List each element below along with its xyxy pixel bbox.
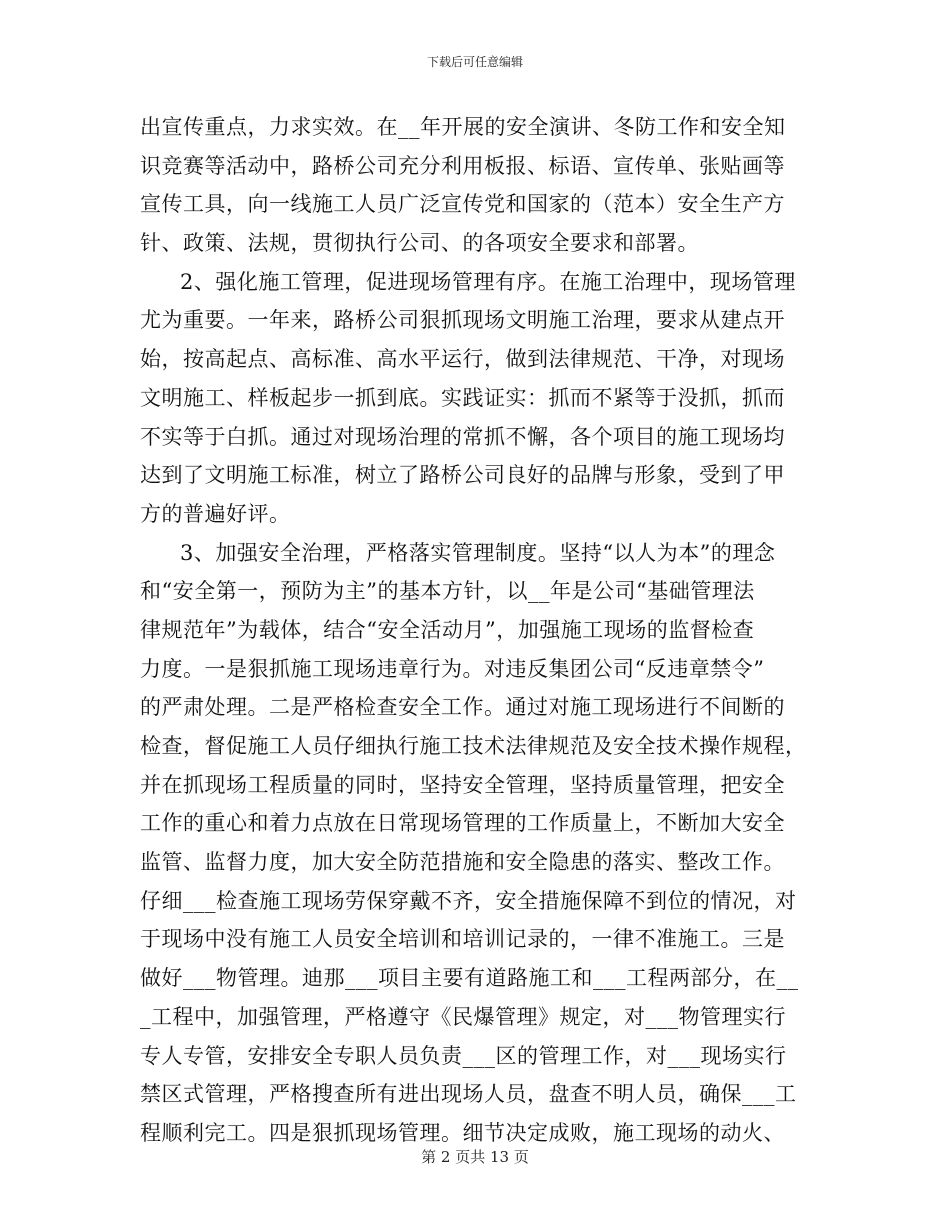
text-line: 达到了文明施工标准，树立了路桥公司良好的品牌与形象，受到了甲	[140, 463, 785, 488]
text-line: 不实等于白抓。通过对现场治理的常抓不懈，各个项目的施工现场均	[140, 424, 785, 449]
document-body	[140, 108, 820, 1153]
text-line: 的严肃处理。二是严格检查安全工作。通过对施工现场进行不间断的	[140, 695, 785, 720]
paragraph-start-line: 2、强化施工管理，促进现场管理有序。在施工治理中，现场管理	[180, 269, 796, 294]
text-line: 禁区式管理，严格搜查所有进出现场人员，盘查不明人员，确保___工	[140, 1082, 797, 1107]
text-line: 于现场中没有施工人员安全培训和培训记录的，一律不准施工。三是	[140, 927, 785, 952]
text-line: 和“安全第一，预防为主”的基本方针，以__年是公司“基础管理法	[140, 579, 755, 604]
text-line: 识竞赛等活动中，路桥公司充分利用板报、标语、宣传单、张贴画等	[140, 153, 785, 178]
page-number-footer: 第 2 页共 13 页	[421, 1148, 529, 1166]
text-line: 并在抓现场工程质量的同时，坚持安全管理，坚持质量管理，把安全	[140, 772, 785, 797]
text-line: 力度。一是狠抓施工现场违章行为。对违反集团公司“反违章禁令”	[140, 656, 765, 681]
text-line: 检查，督促施工人员仔细执行施工技术法律规范及安全技术操作规程，	[140, 734, 807, 758]
text-line: 尤为重要。一年来，路桥公司狠抓现场文明施工治理，要求从建点开	[140, 308, 785, 333]
text-line: 出宣传重点，力求实效。在__年开展的安全演讲、冬防工作和安全知	[140, 115, 786, 139]
text-line: 监管、监督力度，加大安全防范措施和安全隐患的落实、整改工作。	[140, 850, 785, 875]
text-line: 方的普遍好评。	[140, 501, 291, 526]
text-line: 宣传工具，向一线施工人员广泛宣传党和国家的（范本）安全生产方	[140, 192, 785, 217]
text-line: 始，按高起点、高标准、高水平运行，做到法律规范、干净，对现场	[140, 347, 785, 372]
text-line: 仔细___检查施工现场劳保穿戴不齐，安全措施保障不到位的情况，对	[140, 888, 797, 913]
text-line: 律规范年”为载体，结合“安全活动月”，加强施工现场的监督检查	[140, 617, 755, 642]
text-line: 专人专管，安排安全专职人员负责___区的管理工作，对___现场实行	[140, 1043, 787, 1068]
text-line: _工程中，加强管理，严格遵守《民爆管理》规定，对___物管理实行	[140, 1004, 786, 1029]
text-line: 针、政策、法规，贯彻执行公司、的各项安全要求和部署。	[140, 231, 699, 256]
text-line: 做好___物管理。迪那___项目主要有道路施工和___工程两部分，在__	[140, 966, 799, 991]
text-line: 文明施工、样板起步一抓到底。实践证实：抓而不紧等于没抓，抓而	[140, 385, 785, 410]
paragraph-start-line: 3、加强安全治理，严格落实管理制度。坚持“以人为本”的理念	[180, 540, 776, 565]
page-header: 下载后可任意编辑	[426, 55, 523, 69]
text-line: 工作的重心和着力点放在日常现场管理的工作质量上，不断加大安全	[140, 811, 785, 836]
text-line: 程顺利完工。四是狠抓现场管理。细节决定成败，施工现场的动火、	[140, 1120, 785, 1145]
